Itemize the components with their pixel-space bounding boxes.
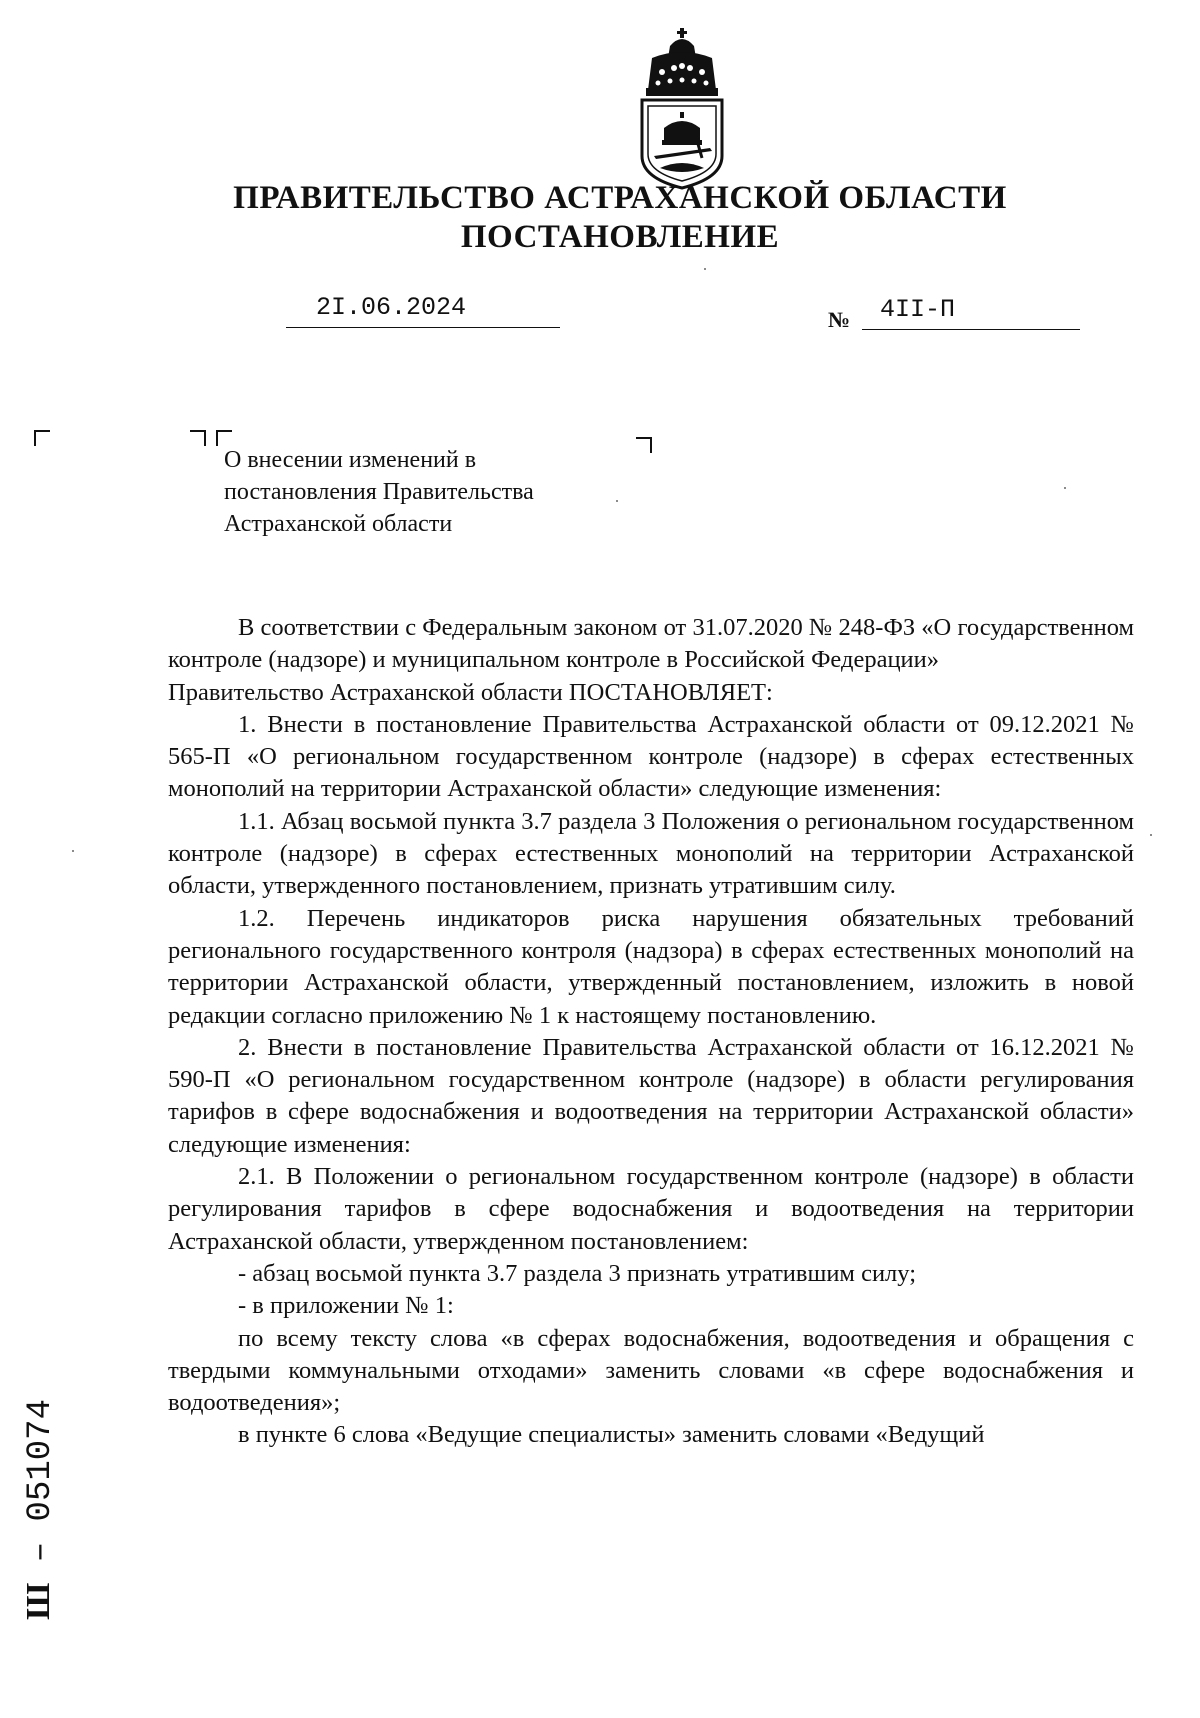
corner-mark [34, 430, 50, 446]
serial-prefix: Ш [20, 1582, 57, 1620]
paragraph: по всему тексту слова «в сферах водоснабжения, водоотведения и обращения с твердыми коммунальными отходами» заменить словами «в сфере водоснабжения и водоотведения»; [168, 1324, 1134, 1417]
document-subject [224, 444, 534, 540]
paragraph: в пункте 6 слова «Ведущие специалисты» заменить словами «Ведущий [238, 1421, 985, 1449]
scan-speck [1064, 487, 1066, 489]
scan-speck [616, 500, 618, 502]
scan-speck [72, 850, 74, 852]
paragraph: 2. Внести в постановление Правительства Астраханской области от 16.12.2021 № 590-П «О региональном государственном контроле (надзоре) в области регулирования тарифов в сфере водоснабжения и водоотведения на территории Астраханской области» следующие изменения: [168, 1033, 1134, 1158]
scan-speck [704, 268, 706, 270]
corner-mark [190, 430, 206, 446]
subject-line: Астраханской области [224, 511, 453, 537]
number-field [862, 295, 1080, 330]
paragraph: 2.1. В Положении о региональном государственном контроле (надзоре) в области регулирования тарифов в сфере водоснабжения и водоотведения на территории Астраханской области, утвержденном постановлением: [168, 1163, 1134, 1255]
corner-mark [636, 437, 652, 453]
coat-of-arms-icon [634, 28, 730, 190]
paragraph: 1.1. Абзац восьмой пункта 3.7 раздела 3 Положения о региональном государственном контроле (надзоре) в сферах естественных монополий на территории Астраханской области, утвержденного постановлением, признать утратившим силу. [168, 807, 1134, 900]
form-serial-number [20, 1390, 70, 1620]
paragraph: 1. Внести в постановление Правительства Астраханской области от 09.12.2021 № 565-П «О региональном государственном контроле (надзоре) в сферах естественных монополий на территории Астраханской области» следующие изменения: [168, 710, 1134, 803]
paragraph: - в приложении № 1: [238, 1292, 454, 1320]
document-body [168, 612, 1134, 1452]
subject-line: О внесении изменений в [224, 447, 477, 473]
document-type-title: ПОСТАНОВЛЕНИЕ [460, 219, 780, 255]
date-field [286, 293, 560, 328]
paragraph: Правительство Астраханской области ПОСТАНОВЛЯЕТ: [168, 678, 773, 706]
serial-code: – 051074 [22, 1399, 60, 1563]
document-date: 2I.06.2024 [316, 293, 467, 322]
paragraph: - абзац восьмой пункта 3.7 раздела 3 признать утратившим силу; [238, 1259, 917, 1287]
scan-speck [1150, 834, 1152, 836]
document-number: 4II-П [880, 295, 956, 324]
paragraph: В соответствии с Федеральным законом от 31.07.2020 № 248-ФЗ «О государственном контроле (надзоре) и муниципальном контроле в Российской Федерации» [168, 614, 1134, 674]
number-sign: № [828, 307, 851, 332]
organization-title: ПРАВИТЕЛЬСТВО АСТРАХАНСКОЙ ОБЛАСТИ [233, 180, 1007, 216]
paragraph: 1.2. Перечень индикаторов риска нарушения обязательных требований регионального государственного контроля (надзора) в сферах естественных монополий на территории Астраханской области, утвержденный постановлением, изложить в новой редакции согласно приложению № 1 к настоящему постановлению. [168, 904, 1134, 1029]
subject-line: постановления Правительства [224, 479, 534, 505]
